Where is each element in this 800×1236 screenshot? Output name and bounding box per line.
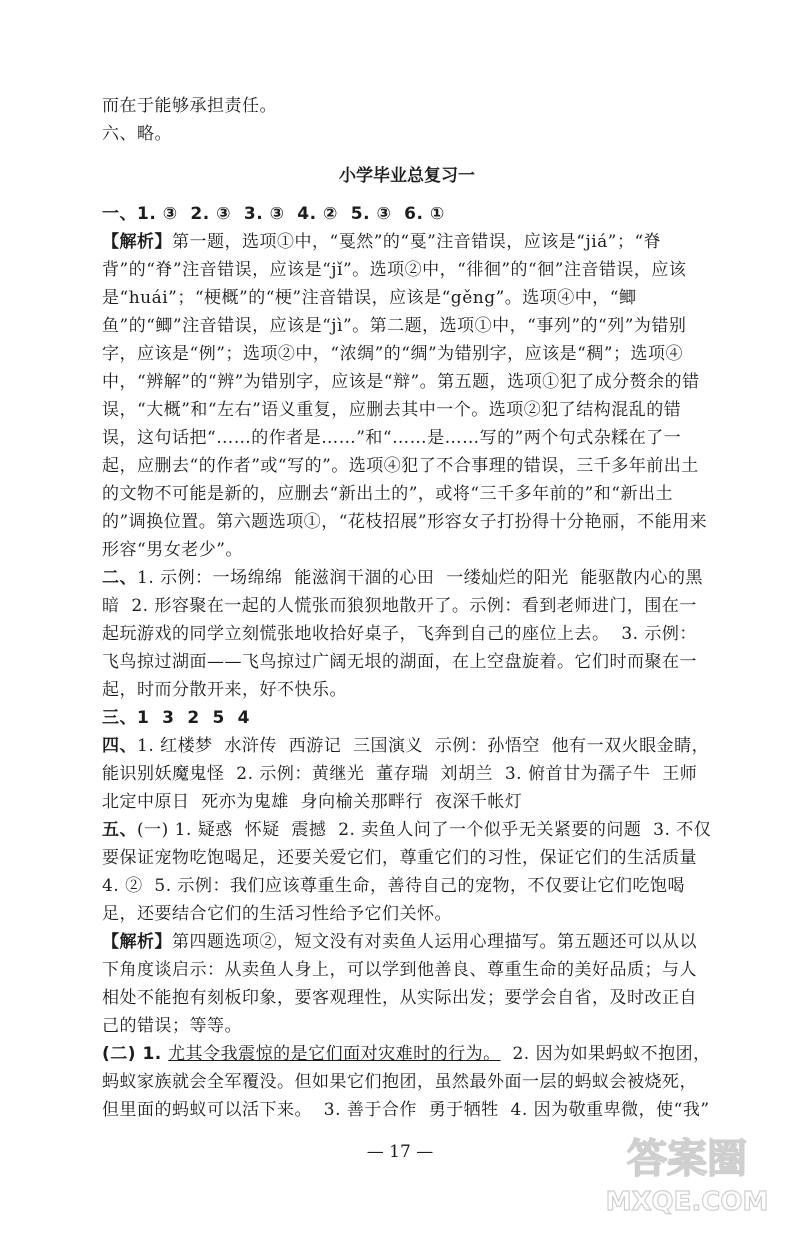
underlined-answer: 尤其令我震惊的是它们面对灾难时的行为。 [168, 1044, 501, 1064]
watermark-logo [592, 1126, 782, 1218]
answer-paragraph-sec5-part2 [102, 1040, 712, 1124]
analysis-text: 第一题，选项①中，“戛然”的“戛”注音错误，应该是“jiá”；“脊背”的“脊”注音错误，应该是“jǐ”。选项②中，“徘徊”的“徊”注音错误，应该是“huái”；“梗概”的“梗”注音错误，应该是“gěng”。选项④中，“鲫鱼”的“鲫”注音错误，应该是“jì”。第二题，选项①中，“事列”的“列”为错别字，应该是“例”；选项②中，“浓绸”的“绸”为错别字，应该是“稠”；选项④中，“辨解”的“辨”为错别字，应该是“辩”。第五题，选项①犯了成分赘余的错误，“大概”和“左右”语义重复，应删去其中一个。选项②犯了结构混乱的错误，这句话把“……的作者是……”和“……是……写的”两个句式杂糅在了一起，应删去“的作者”或“写的”。选项④犯了不合事理的错误，三千多年前出土的文物不可能是新的，应删去“新出土的”，或将“三千多年前的”和“新出土的”调换位置。第六题选项①，“花枝招展”形容女子打扮得十分艳丽，不能用来形容“男女老少”。 [102, 232, 708, 560]
page-number: — 17 — [366, 1142, 434, 1162]
answer-paragraph-sec4 [102, 732, 712, 816]
analysis-tag: 【解析】 [102, 232, 172, 252]
sec3-text: 三、1 3 2 5 4 [102, 708, 250, 728]
sec2-text-a: 1. 示例：一场绵绵 能滋润干涸的心田 一缕灿烂的阳光 能驱散内心的黑暗 [102, 568, 704, 616]
sec5-label: 五、 [102, 820, 137, 840]
answers-sec1: 一、1. ③ 2. ③ 3. ③ 4. ② 5. ③ 6. ① [102, 204, 445, 224]
part2-text: 2. 因为如果蚂蚁不抱团，蚂蚁家族就会全军覆没。但如果它们抱团，虽然最外面一层的蚂蚁会被烧死，但里面的蚂蚁可以活下来。 3. 善于合作 勇于牺牲 4. 因为敬重卑微，使“我” [102, 1044, 711, 1120]
sec4-text: 1. 红楼梦 水浒传 西游记 三国演义 示例：孙悟空 他有一双火眼金睛，能识别妖魔鬼怪 2. 示例：黄继光 董存瑞 刘胡兰 3. 俯首甘为孺子牛 王师北定中原日 死亦为鬼雄 身向榆关那畔行 夜深千帐灯 [102, 736, 710, 812]
answer-paragraph-sec5 [102, 816, 712, 928]
sec5-text: (一) 1. 疑惑 怀疑 震撼 2. 卖鱼人问了一个似乎无关紧要的问题 3. 不仅要保证宠物吃饱喝足，还要关爱它们，尊重它们的习性，保证它们的生活质量 4. ② 5. 示例：我们应该尊重生命，善待自己的宠物，不仅要让它们吃饱喝足，还要结合它们的生活习性给予它们关怀。 [102, 820, 712, 924]
part2-label: (二) 1. [102, 1044, 169, 1064]
text-line: 六、略。 [102, 124, 172, 144]
watermark-top: 答案圈 [627, 1136, 747, 1182]
page-body [102, 92, 712, 1124]
section-title: 小学毕业总复习一 [339, 166, 475, 186]
sec2-text-c: 3. 示例：飞鸟掠过湖面——飞鸟掠过广阔无垠的湖面，在上空盘旋着。它们时而聚在一起，时而分散开来，好不快乐。 [102, 624, 697, 700]
answer-paragraph-sec2 [102, 564, 712, 704]
sec2-label: 二、 [102, 568, 137, 588]
answer-line [102, 200, 712, 228]
analysis-text: 第四题选项②，短文没有对卖鱼人运用心理描写。第五题还可以从以下角度谈启示：从卖鱼人身上，可以学到他善良、尊重生命的美好品质；与人相处不能抱有刻板印象，要客观理性，从实际出发；要学会自省，及时改正自己的错误；等等。 [102, 932, 697, 1036]
analysis-paragraph-sec5 [102, 928, 712, 1040]
text-line: 而在于能够承担责任。 [102, 96, 277, 116]
sec2-text-b: 2. 形容聚在一起的人慌张而狼狈地散开了。示例：看到老师进门，围在一起玩游戏的同学立刻慌张地收拾好桌子，飞奔到自己的座位上去。 [102, 596, 697, 644]
analysis-paragraph [102, 228, 712, 564]
sec4-label: 四、 [102, 736, 137, 756]
answer-paragraph-sec3 [102, 704, 712, 732]
watermark-bottom: MXQE.COM [605, 1187, 769, 1217]
analysis-tag: 【解析】 [102, 932, 172, 952]
